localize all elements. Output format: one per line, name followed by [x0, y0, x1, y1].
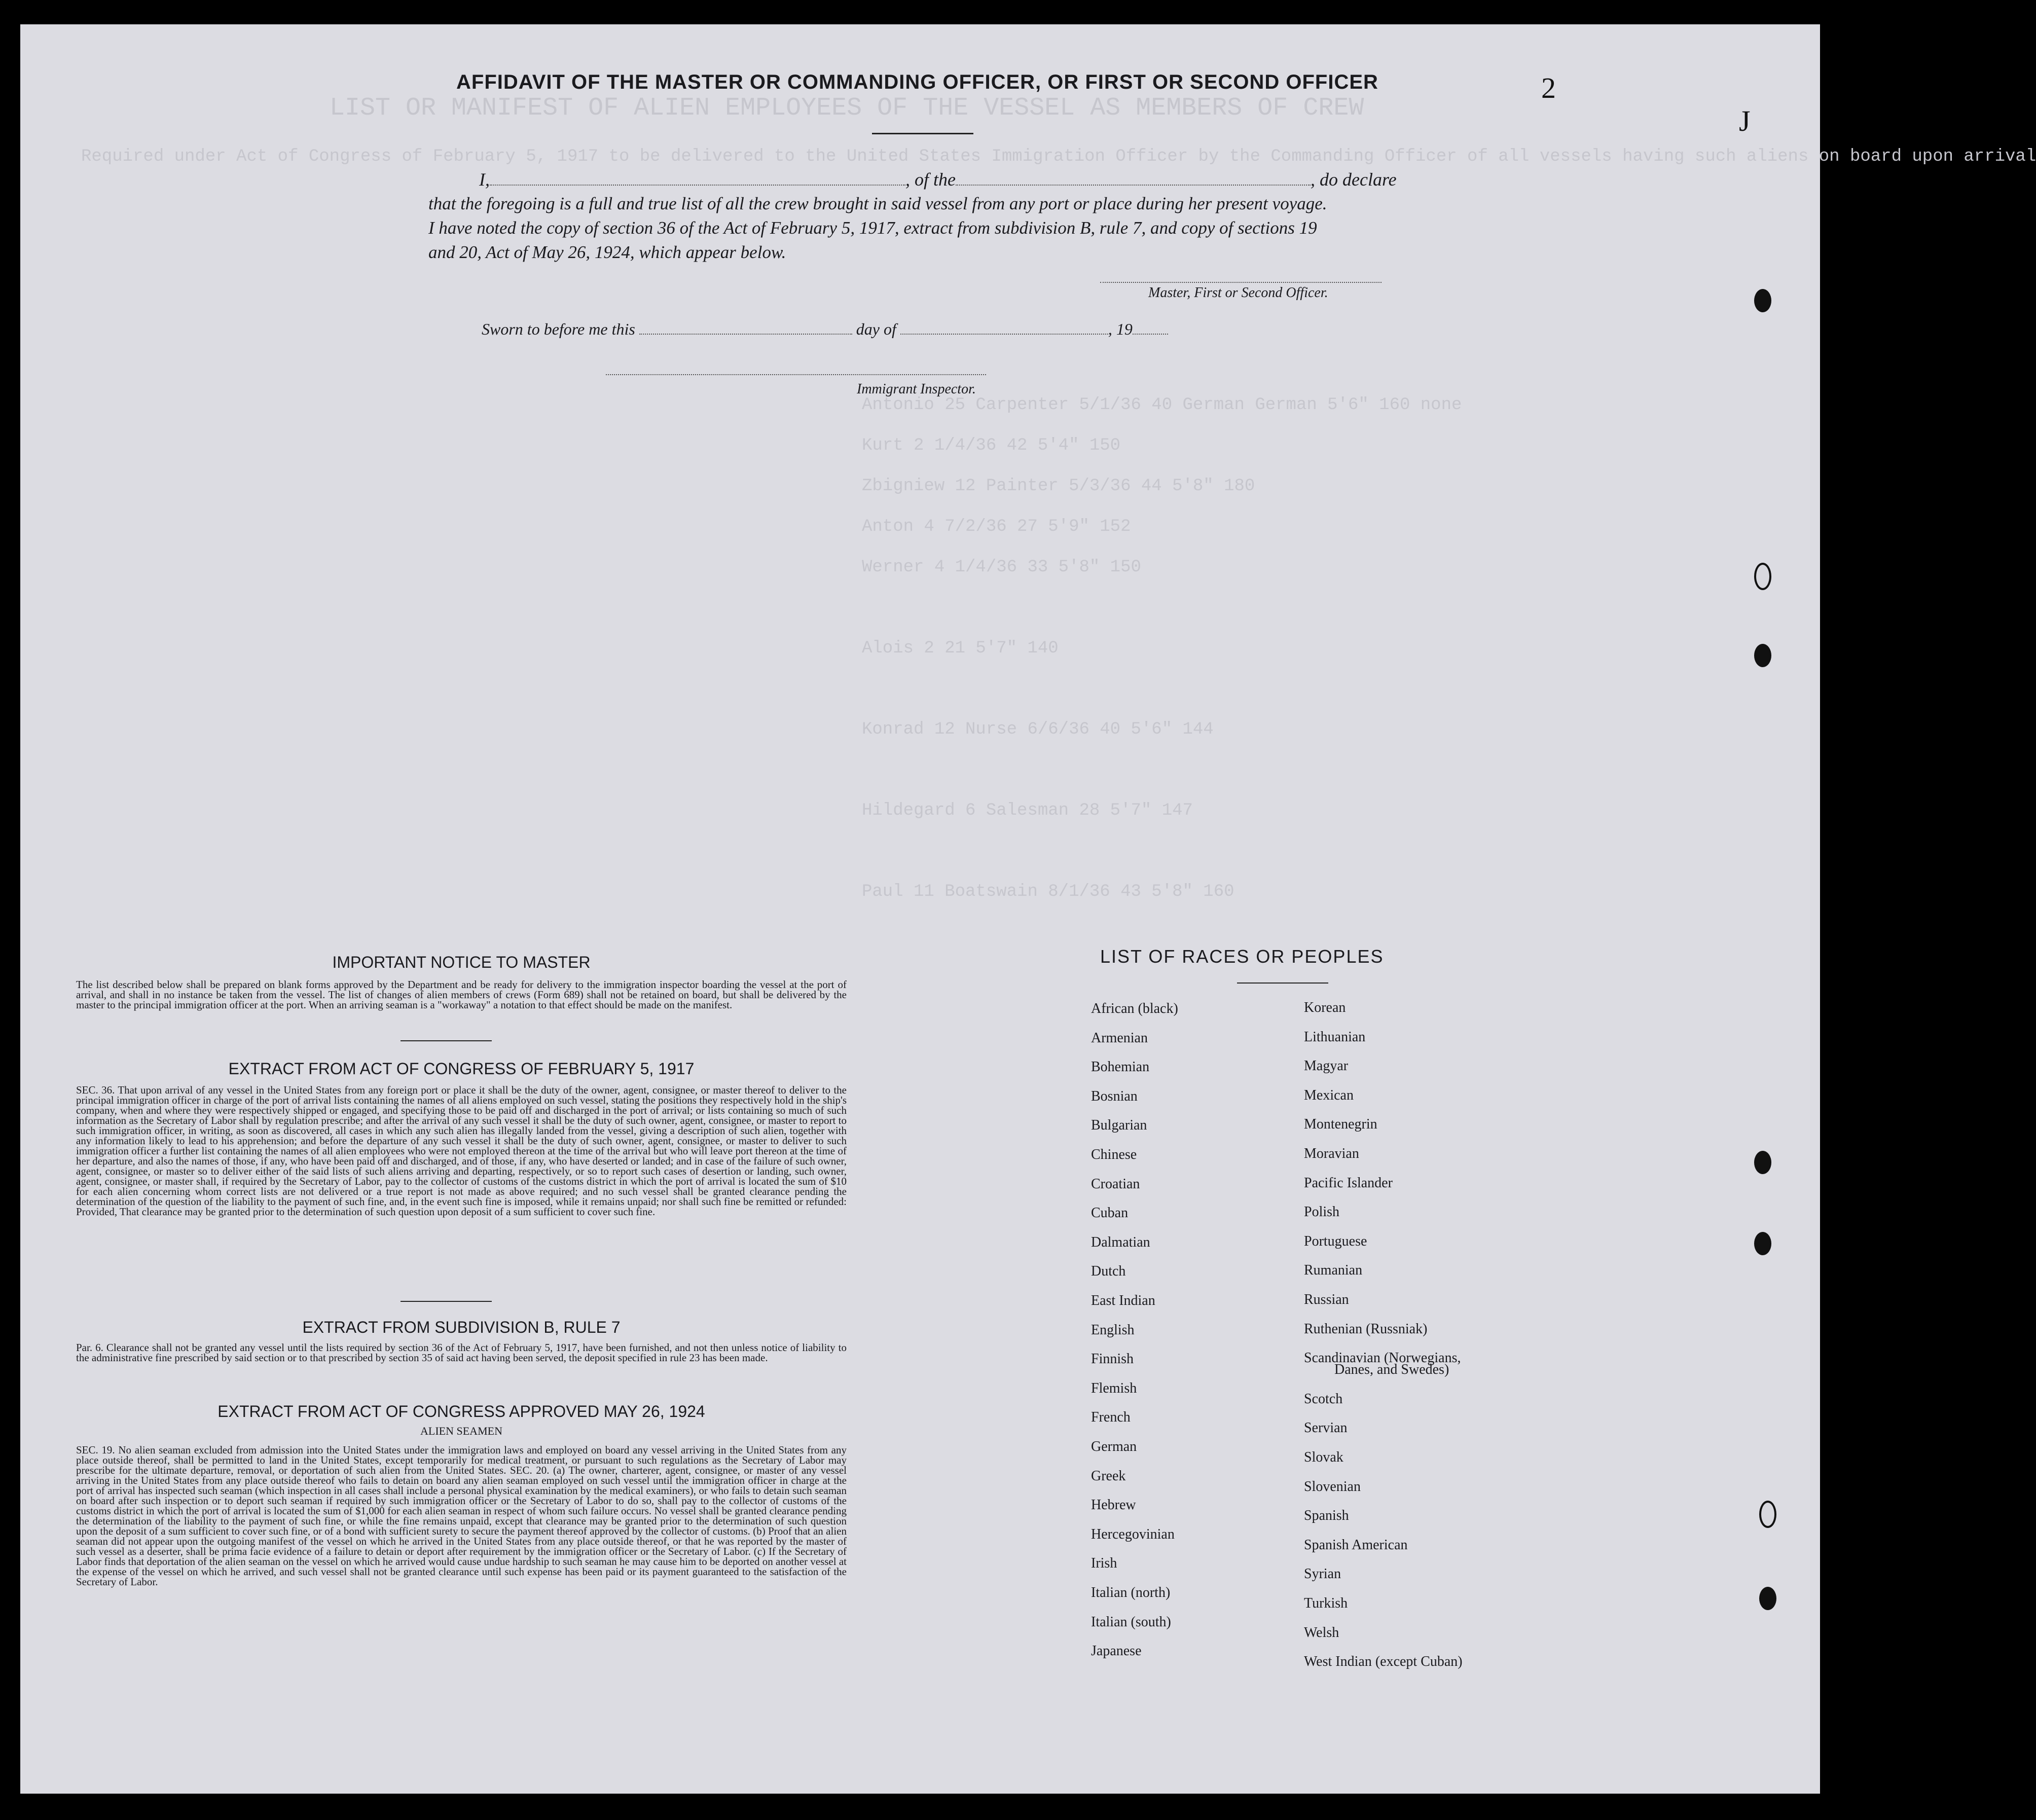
extract-1924-heading: EXTRACT FROM ACT OF CONGRESS APPROVED MAY 26, 1924: [217, 1402, 705, 1421]
affidavit-line-2: that the foregoing is a full and true list of all the crew brought in said vessel from any port or place during her present voyage.: [428, 194, 1327, 213]
race-item: Portuguese: [1304, 1233, 1367, 1249]
race-item: Syrian: [1304, 1566, 1341, 1582]
affidavit-line-3: I have noted the copy of section 36 of the Act of February 5, 1917, extract from subdivision B, rule 7, and copy of sections 19: [428, 218, 1317, 238]
title-underline: [872, 133, 973, 134]
race-item: Lithuanian: [1304, 1029, 1366, 1045]
race-item: Slovenian: [1304, 1478, 1361, 1495]
divider: [401, 1040, 492, 1041]
race-item: Japanese: [1091, 1643, 1142, 1659]
race-item: Korean: [1304, 1000, 1346, 1015]
punch-hole: [1754, 1232, 1771, 1255]
handwritten-mark: 2: [1541, 71, 1556, 104]
master-signature-label: Master, First or Second Officer.: [1148, 285, 1328, 301]
race-item: Scandinavian (Norwegians,: [1304, 1350, 1461, 1366]
race-item: Welsh: [1304, 1624, 1339, 1641]
affidavit-line-1: I, , of the , do declare: [479, 169, 1397, 190]
race-item: Italian (south): [1091, 1614, 1171, 1630]
race-item: Turkish: [1304, 1595, 1348, 1612]
race-item: Spanish: [1304, 1508, 1349, 1524]
race-item: Polish: [1304, 1204, 1340, 1220]
race-item: West Indian (except Cuban): [1304, 1654, 1463, 1670]
races-underline: [1237, 982, 1328, 984]
extract-1924-subheading: ALIEN SEAMEN: [420, 1425, 502, 1437]
bleed-through-text: Werner 4 1/4/36 33 5'8" 150: [862, 558, 1141, 577]
race-item: French: [1091, 1409, 1131, 1426]
race-item: Hebrew: [1091, 1497, 1136, 1513]
extract-rule7-heading: EXTRACT FROM SUBDIVISION B, RULE 7: [302, 1318, 621, 1336]
bleed-through-text: Kurt 2 1/4/36 42 5'4" 150: [862, 436, 1121, 455]
race-item: Moravian: [1304, 1146, 1359, 1161]
race-item: Italian (north): [1091, 1585, 1171, 1600]
master-signature-line[interactable]: [1100, 282, 1381, 283]
race-item: Rumanian: [1304, 1262, 1363, 1279]
race-item: Chinese: [1091, 1147, 1137, 1162]
punch-hole: [1754, 289, 1771, 312]
race-item: Flemish: [1091, 1380, 1137, 1396]
affidavit-line-4: and 20, Act of May 26, 1924, which appear below.: [428, 242, 786, 262]
race-item: Slovak: [1304, 1449, 1343, 1466]
inspector-label: Immigrant Inspector.: [857, 381, 976, 397]
race-item: Irish: [1091, 1555, 1117, 1572]
race-item: English: [1091, 1322, 1135, 1338]
bleed-through-text: Antonio 25 Carpenter 5/1/36 40 German German 5'6" 160 none: [862, 395, 1462, 415]
name-blank[interactable]: [490, 171, 905, 186]
sworn-year-blank[interactable]: [1133, 320, 1168, 335]
bleed-through-text: Paul 11 Boatswain 8/1/36 43 5'8" 160: [862, 882, 1234, 901]
race-item: Finnish: [1091, 1351, 1134, 1367]
race-item: Dalmatian: [1091, 1234, 1150, 1250]
race-item: Bosnian: [1091, 1088, 1138, 1104]
sworn-month-blank[interactable]: [900, 320, 1108, 335]
extract-1924-text: SEC. 19. No alien seaman excluded from admission into the United States under the immigration laws and employed on board any vessel arriving in the United States from any place outside thereof, shall be permitted to land in the United States, except temporarily for medical treatment, or pursuant to such regulations as the Secretary of Labor may prescribe for the ultimate departure, removal, or deportation of such alien from the United States. SEC. 20. (a) The owner, charterer, agent, consignee, or master of any vessel arriving in the United States from any place outside thereof who fails to detain on board any alien seaman employed on such vessel until the immigration officer in charge at the port of arrival has inspected such seaman (which inspection in all cases shall include a personal physical examination by the medical examiners), or who fails to detain such seaman on board after such inspection or to deport such seaman if required by such immigration officer or the Secretary of Labor to do so, shall pay to the collector of customs of the customs district in which the port of arrival is located the sum of $1,000 for each alien seaman in respect of whom such failure occurs. No vessel shall be granted clearance pending the determination of the liability to the payment of such fine, or while the fine remains unpaid, except that clearance may be granted prior to the determination of such question upon the deposit of a sum sufficient to cover such fine, or of a bond with sufficient surety to secure the payment thereof approved by the collector of customs. (b) Proof that an alien seaman did not appear upon the outgoing manifest of the vessel on which he arrived in the United States from any place outside thereof, or that he was reported by the master of such vessel as a deserter, shall be prima facie evidence of a failure to detain or deport after requirement by the immigration officer or the Secretary of Labor. (c) If the Secretary of Labor finds that deportation of the alien seaman on the vessel on which he arrived would cause undue hardship to such seaman he may cause him to be deported on another vessel at the expense of the vessel on which he arrived, and such vessel shall not be granted clearance until such expense has been paid or its payment guaranteed to the satisfaction of the Secretary of Labor.: [76, 1444, 847, 1588]
divider: [401, 1301, 492, 1302]
bleed-through-text: Anton 4 7/2/36 27 5'9" 152: [862, 517, 1131, 536]
race-item: Scotch: [1304, 1391, 1343, 1407]
race-item: Dutch: [1091, 1263, 1126, 1280]
race-item: Bulgarian: [1091, 1117, 1147, 1134]
extract-1917-text: SEC. 36. That upon arrival of any vessel in the United States from any foreign port or place it shall be the duty of the owner, agent, consignee, or master thereof to deliver to the principal immigration officer in charge of the port of arrival lists containing the names of all aliens employed on such vessel, stating the positions they respectively hold in the ship's company, when and where they were respectively shipped or engaged, and specifying those to be paid off and discharged in the port of arrival; or lists containing so much of such information as the Secretary of Labor shall by regulation prescribe; and after the arrival of any such vessel it shall be the duty of such owner, agent, consignee, or master to report to such immigration officer, in writing, as soon as discovered, all cases in which any such alien has illegally landed from the vessel, giving a description of such alien, together with any information likely to lead to his apprehension; and before the departure of any such vessel it shall be the duty of such owner, agent, consignee, or master to deliver to such immigration officer a further list containing the names of all alien employees who were not employed thereon at the time of the arrival but who will leave port thereon at the time of her departure, and also the names of those, if any, who have been paid off and discharged, and of those, if any, who have deserted or landed; and in case of the failure of such owner, agent, consignee, or master so to deliver either of the said lists of such aliens arriving and departing, respectively, or so to report such cases of desertion or landing, such owner, agent, consignee, or master shall, if required by the Secretary of Labor, pay to the collector of customs of the customs district in which the port of arrival is located the sum of $10 for each alien concerning whom correct lists are not delivered or a true report is not made as above required; and no such vessel shall be granted clearance pending the determination of the question of the liability to the payment of such fine, and, in the event such fine is imposed, while it remains unpaid; nor shall such fine be remitted or refunded: Provided, That clearance may be granted prior to the determination of such question upon deposit of a sum sufficient to cover such fine.: [76, 1084, 847, 1218]
races-heading: LIST OF RACES OR PEOPLES: [1100, 946, 1384, 967]
bleed-through-text: Zbigniew 12 Painter 5/3/36 44 5'8" 180: [862, 477, 1255, 496]
race-item: Servian: [1304, 1420, 1348, 1436]
notice-heading: IMPORTANT NOTICE TO MASTER: [332, 953, 591, 971]
notice-text: The list described below shall be prepared on blank forms approved by the Department and be ready for delivery to the immigration inspector boarding the vessel at the port of arrival, and shall in no instance be taken from the vessel. The list of changes of alien members of crews (Form 689) shall not be retained on board, but shall be delivered by the master to the principal immigration officer at the port. When an arriving seaman is a "workaway" a notation to that effect should be made on the manifest.: [76, 978, 847, 1011]
punch-hole: [1759, 1587, 1776, 1610]
bleed-through-text: LIST OR MANIFEST OF ALIEN EMPLOYEES OF THE VESSEL AS MEMBERS OF CREW: [330, 94, 1364, 123]
race-item: Croatian: [1091, 1176, 1140, 1192]
sworn-day-blank[interactable]: [639, 320, 852, 335]
punch-hole: [1754, 1151, 1771, 1174]
race-item: Mexican: [1304, 1087, 1354, 1103]
race-item: Bohemian: [1091, 1059, 1150, 1075]
bleed-through-text: Konrad 12 Nurse 6/6/36 40 5'6" 144: [862, 720, 1214, 739]
race-item: Greek: [1091, 1468, 1126, 1484]
bleed-through-text: Alois 2 21 5'7" 140: [862, 639, 1059, 658]
race-item: African (black): [1091, 1001, 1178, 1016]
extract-rule7-text: Par. 6. Clearance shall not be granted any vessel until the lists required by section 36 of the Act of February 5, 1917, have been furnished, and not then unless notice of liability to the administrative fine prescribed by said section or to that prescribed by section 35 of said act having been served, the deposit specified in rule 23 has been made.: [76, 1341, 847, 1364]
extract-1917-heading: EXTRACT FROM ACT OF CONGRESS OF FEBRUARY 5, 1917: [228, 1060, 695, 1078]
race-item: Cuban: [1091, 1205, 1129, 1221]
sworn-line: Sworn to before me this day of , 19: [482, 317, 1293, 341]
race-item: Spanish American: [1304, 1537, 1408, 1553]
race-item: Pacific Islander: [1304, 1175, 1393, 1191]
handwritten-mark: J: [1739, 104, 1751, 137]
race-item: Montenegrin: [1304, 1116, 1377, 1133]
race-item: Magyar: [1304, 1058, 1349, 1074]
punch-hole: [1754, 644, 1771, 667]
punch-hole: [1759, 1501, 1776, 1528]
affidavit-title: AFFIDAVIT OF THE MASTER OR COMMANDING OFFICER, OR FIRST OR SECOND OFFICER: [456, 71, 1378, 93]
race-item: German: [1091, 1439, 1137, 1454]
vessel-blank[interactable]: [956, 171, 1311, 186]
race-item: Russian: [1304, 1292, 1349, 1307]
bleed-through-text: Required under Act of Congress of February 5, 1917 to be delivered to the United States Immigration Officer by the Commanding Officer of all vessels having such aliens on board upon arrival: [81, 147, 2036, 166]
race-item: Armenian: [1091, 1030, 1148, 1046]
race-item: Ruthenian (Russniak): [1304, 1321, 1428, 1337]
bleed-through-text: Hildegard 6 Salesman 28 5'7" 147: [862, 801, 1193, 820]
race-item: East Indian: [1091, 1293, 1155, 1308]
race-item: Hercegovinian: [1091, 1526, 1175, 1542]
punch-hole: [1754, 563, 1771, 590]
race-item: Danes, and Swedes): [1334, 1362, 1449, 1378]
inspector-signature-line[interactable]: [606, 374, 986, 375]
